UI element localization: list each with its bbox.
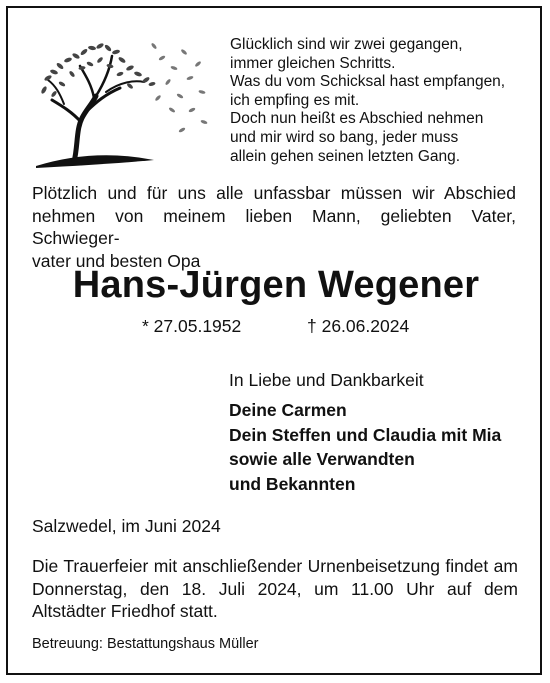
poem-line: immer gleichen Schritts. xyxy=(230,54,396,72)
service-line: Altstädter Friedhof statt. xyxy=(32,601,218,621)
mourner-line: Deine Carmen xyxy=(229,400,347,420)
intro-line: Plötzlich und für uns alle unfassbar müssen wir Abschied xyxy=(32,183,516,203)
poem-line: ich empfing es mit. xyxy=(230,91,360,109)
poem xyxy=(230,36,505,166)
poem-line: und mir wird so bang, jeder muss xyxy=(230,128,459,146)
mourner-line: Dein Steffen und Claudia mit Mia xyxy=(229,424,502,445)
poem-line: Glücklich sind wir zwei gegangen, xyxy=(230,36,463,53)
intro-line: nehmen von meinem lieben Mann, geliebten Vater, Schwieger- xyxy=(32,205,516,248)
mourner-line: und Bekannten xyxy=(229,474,356,495)
intro-line: vater und besten Opa xyxy=(32,250,201,271)
poem-line: Doch nun heißt es Abschied nehmen xyxy=(230,110,484,128)
poem-line: Was du vom Schicksal hast empfangen, xyxy=(230,73,506,91)
obituary-card xyxy=(6,6,542,675)
tree-in-wind-icon xyxy=(34,38,212,174)
birth-date: * 27.05.1952 xyxy=(142,316,242,336)
deceased-name: Hans-Jürgen Wegener xyxy=(72,264,480,306)
place-date: Salzwedel, im Juni 2024 xyxy=(32,516,221,536)
mourner-line: sowie alle Verwandten xyxy=(229,449,415,470)
funeral-home-credit: Betreuung: Bestattungshaus Müller xyxy=(32,636,259,652)
intro-text xyxy=(32,182,516,272)
service-line: Die Trauerfeier mit anschließender Urnenbeisetzung findet am xyxy=(32,556,518,576)
death-date: † 26.06.2024 xyxy=(307,316,410,336)
thanks-line: In Liebe und Dankbarkeit xyxy=(229,370,424,390)
service-line: Donnerstag, den 18. Juli 2024, um 11.00 Uhr auf dem xyxy=(32,578,518,599)
service-info xyxy=(32,555,518,623)
mourners-list xyxy=(229,398,501,497)
poem-line: allein gehen seinen letzten Gang. xyxy=(230,147,461,165)
